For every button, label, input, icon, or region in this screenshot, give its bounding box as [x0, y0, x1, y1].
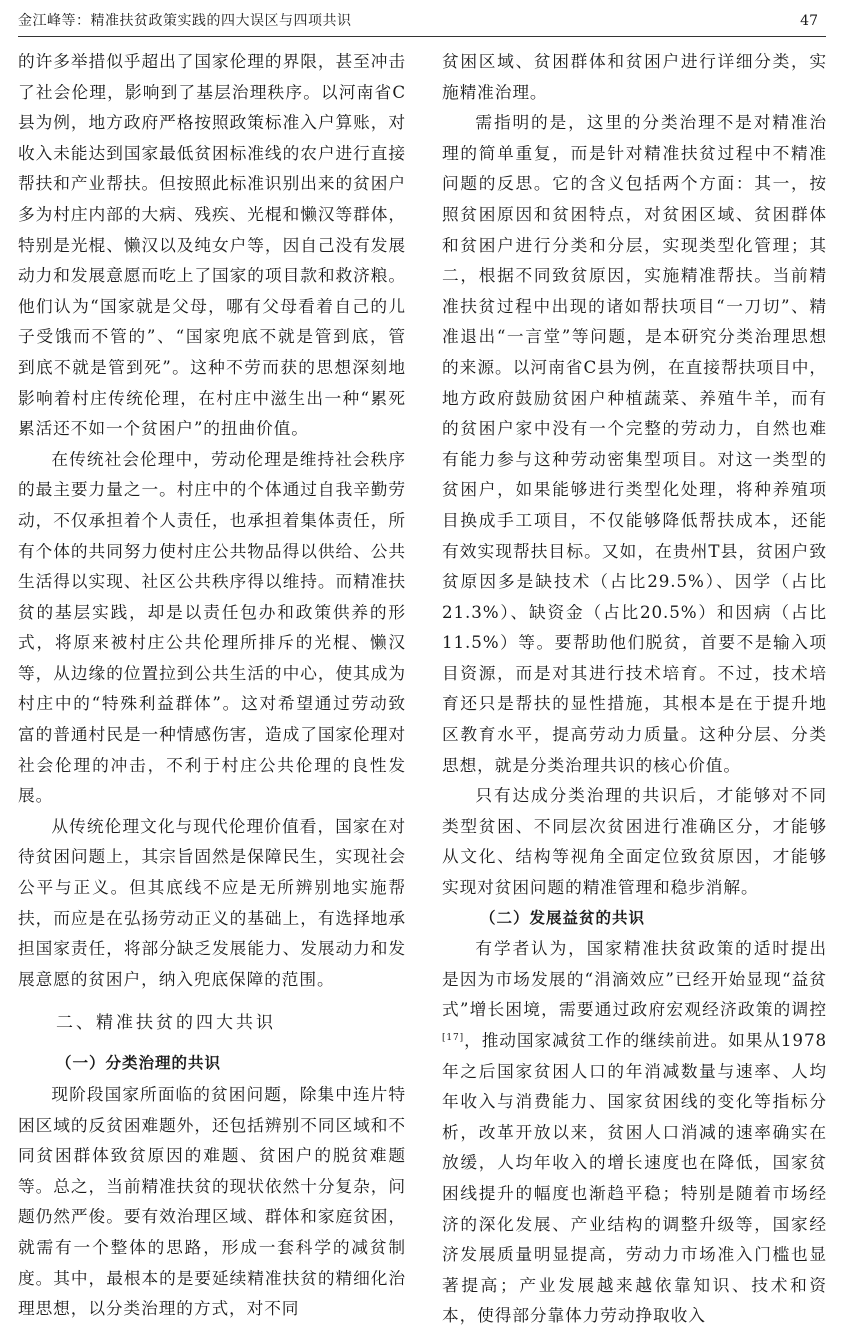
left-column — [18, 46, 406, 1324]
page-number: 47 — [800, 13, 818, 29]
subsection-heading: （一）分类治理的共识 — [56, 1054, 222, 1073]
paragraph-text: ，推动国家减贫工作的继续前进。如果从1978年之后国家贫困人口的年消减数量与速率、人均年收入与消费能力、国家贫困线的变化等指标分析，改革开放以来，贫困人口消减的速率确实在放缓，人均年收入的增长速度也在降低，国家贫困线提升的幅度也渐趋平稳；特别是随着市场经济的深化发展、产业结构的调整升级等，国家经济发展质量明显提高，劳动力市场准入门槛也显著提高；产业发展越来越依靠知识、技术和资本，使得部分靠体力劳动挣取收入 — [442, 1030, 827, 1326]
paragraph — [442, 933, 827, 1331]
paragraph-text: 有学者认为，国家精准扶贫政策的适时提出是因为市场发展的“涓滴效应”已经开始显现“益贫式”增长困境，需要通过政府宏观经济政策的调控 — [442, 938, 827, 1020]
paragraph: 现阶段国家所面临的贫困问题，除集中连片特困区域的反贫困难题外，还包括辨别不同区域和不同贫困群体致贫原因的难题、贫困户的脱贫难题等。总之，当前精准扶贫的现状依然十分复杂，问题仍然严俊。要有效治理区域、群体和家庭贫困，就需有一个整体的思路，形成一套科学的减贫制度。其中，最根本的是要延续精准扶贫的精细化治理思想，以分类治理的方式，对不同 — [18, 1084, 406, 1319]
running-title: 金江峰等：精准扶贫政策实践的四大误区与四项共识 — [18, 13, 352, 29]
subsection-heading: （二）发展益贫的共识 — [480, 908, 646, 927]
paragraph: 的许多举措似乎超出了国家伦理的界限，甚至冲击了社会伦理，影响到了基层治理秩序。以河南省C县为例，地方政府严格按照政策标准入户算账，对收入未能达到国家最低贫困标准线的农户进行直接帮扶和产业帮扶。但按照此标准识别出来的贫困户多为村庄内部的大病、残疾、光棍和懒汉等群体，特别是光棍、懒汉以及纯女户等，因自己没有发展动力和发展意愿而吃上了国家的项目款和救济粮。他们认为“国家就是父母，哪有父母看着自己的儿子受饿而不管的”、“国家兜底不就是管到底，管到底不就是管到死”。这种不劳而获的思想深刻地影响着村庄传统伦理，在村庄中滋生出一种“累死累活还不如一个贫困户”的扭曲价值。 — [18, 51, 406, 439]
section-heading: 二、精准扶贫的四大共识 — [56, 1013, 276, 1034]
paragraph: 在传统社会伦理中，劳动伦理是维持社会秩序的最主要力量之一。村庄中的个体通过自我辛勤劳动，不仅承担着个人责任，也承担着集体责任，所有个体的共同努力使村庄公共物品得以供给、公共生活得以实现、社区公共秩序得以维持。而精准扶贫的基层实践，却是以责任包办和政策供养的形式，将原来被村庄公共伦理所排斥的光棍、懒汉等，从边缘的位置拉到公共生活的中心，使其成为村庄中的“特殊利益群体”。这对希望通过劳动致富的普通村民是一种情感伤害，造成了国家伦理对社会伦理的冲击，不利于村庄公共伦理的良性发展。 — [18, 448, 406, 806]
right-column — [442, 46, 827, 1331]
paragraph: 只有达成分类治理的共识后，才能够对不同类型贫困、不同层次贫困进行准确区分，才能够从文化、结构等视角全面定位致贫原因，才能够实现对贫困问题的精准管理和稳步消解。 — [442, 785, 827, 898]
citation-reference: [17] — [442, 1033, 465, 1043]
paragraph: 从传统伦理文化与现代伦理价值看，国家在对待贫困问题上，其宗旨固然是保障民生，实现社会公平与正义。但其底线不应是无所辨别地实施帮扶，而应是在弘扬劳动正义的基础上，有选择地承担国家责任，将部分缺乏发展能力、发展动力和发展意愿的贫困户，纳入兜底保障的范围。 — [18, 815, 406, 989]
paragraph: 需指明的是，这里的分类治理不是对精准治理的简单重复，而是针对精准扶贫过程中不精准问题的反思。它的含义包括两个方面：其一，按照贫困原因和贫困特点，对贫困区域、贫困群体和贫困户进行分类和分层，实现类型化管理；其二，根据不同致贫原因，实施精准帮扶。当前精准扶贫过程中出现的诸如帮扶项目“一刀切”、精准退出“一言堂”等问题，是本研究分类治理思想的来源。以河南省C县为例，在直接帮扶项目中，地方政府鼓励贫困户种植蔬菜、养殖牛羊，而有的贫困户家中没有一个完整的劳动力，自然也难有能力参与这种劳动密集型项目。对这一类型的贫困户，如果能够进行类型化处理，将种养殖项目换成手工项目，不仅能够降低帮扶成本，还能有效实现帮扶目标。又如，在贵州T县，贫困户致贫原因多是缺技术（占比29.5%）、因学（占比21.3%）、缺资金（占比20.5%）和因病（占比11.5%）等。要帮助他们脱贫，首要不是输入项目资源，而是对其进行技术培育。不过，技术培育还只是帮扶的显性措施，其根本是在于提升地区教育水平，提高劳动力质量。这种分层、分类思想，就是分类治理共识的核心价值。 — [442, 112, 827, 775]
running-header — [18, 10, 826, 37]
paragraph: 贫困区域、贫困群体和贫困户进行详细分类，实施精准治理。 — [442, 51, 827, 102]
